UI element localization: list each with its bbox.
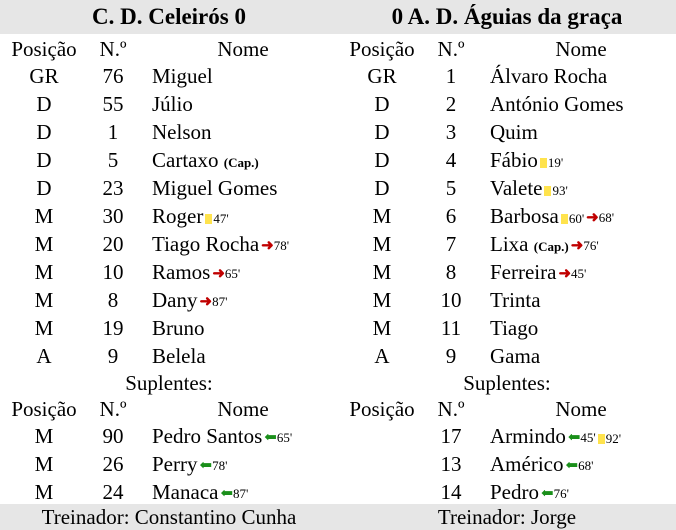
player-name: Fábio [490,148,538,172]
player-name: Valete [490,176,543,200]
player-name-cell [490,342,540,370]
player-position: GR [29,64,59,88]
player-position: M [34,232,54,256]
player-number: 6 [445,204,457,228]
sub-in-minute: 45' [580,430,596,446]
player-position: M [34,424,54,448]
sub-out-arrow-icon: ➜ [261,238,274,255]
yellow-card-minute: 92' [605,430,622,446]
header-name: Nome [555,397,607,421]
player-number: 90 [102,424,124,448]
yellow-card [540,156,563,169]
player-row [338,90,676,118]
sub-in-arrow-icon: ⬅ [567,430,581,447]
away-coach: Treinador: Jorge [437,505,577,529]
player-name: Tiago Rocha [152,232,260,256]
player-row [0,450,338,478]
substitution-out [586,211,614,225]
player-name-cell [490,314,538,342]
sub-in-minute: 65' [276,430,293,446]
column-header-row [0,36,338,62]
player-name-cell [152,230,289,258]
yellow-card-minute: 93' [552,182,568,198]
player-name: Pedro Santos [152,424,263,448]
column-header-row [338,36,676,62]
sub-out-minute: 68' [598,210,615,226]
player-name-cell [152,90,193,118]
substitution-out [261,239,289,253]
sub-out-minute: 87' [212,294,228,310]
player-position: M [372,204,392,228]
column-header-row [338,396,676,422]
home-team-title: C. D. Celeirós 0 [0,0,338,34]
substitution-in [565,459,593,473]
home-coach: Treinador: Constantino Cunha [41,505,297,529]
header-position: Posição [11,397,77,421]
coach-bar [0,504,676,530]
sub-out-minute: 65' [224,266,241,282]
player-row [0,90,338,118]
player-row [338,478,676,506]
sub-out-arrow-icon: ➜ [558,266,572,283]
player-number: 9 [107,344,119,368]
header-number: N.º [99,397,127,421]
player-position: M [372,260,392,284]
header-position: Posição [349,397,415,421]
player-number: 11 [440,316,462,340]
player-position: A [36,344,52,368]
player-name: Roger [152,204,204,228]
player-name-cell [490,230,599,261]
player-row [338,286,676,314]
player-number: 7 [445,232,457,256]
header-name: Nome [217,397,269,421]
player-position: D [36,148,52,172]
player-name-cell [152,342,206,370]
player-row [0,314,338,342]
player-number: 23 [102,176,124,200]
player-row [338,202,676,230]
player-row [338,62,676,90]
header-name: Nome [217,37,269,61]
player-name: António Gomes [490,92,624,116]
yellow-card [205,212,228,225]
player-row [338,174,676,202]
player-position: A [374,344,390,368]
player-name: Armindo [490,424,566,448]
player-name: Dany [152,288,198,312]
player-position: D [374,176,390,200]
player-name-cell [490,258,586,286]
player-row [338,118,676,146]
player-name-cell [490,90,624,118]
player-position: D [374,92,390,116]
player-number: 30 [102,204,124,228]
player-name: Ramos [152,260,211,284]
sub-in-arrow-icon: ⬅ [220,486,234,503]
sub-out-minute: 78' [273,238,290,254]
sub-out-arrow-icon: ➜ [586,210,599,227]
player-number: 1 [445,64,457,88]
substitution-in [200,459,228,473]
player-position: D [36,120,52,144]
player-row [338,314,676,342]
player-position: M [372,316,392,340]
player-row [338,146,676,174]
player-number: 8 [107,288,119,312]
substitution-out [200,295,228,309]
player-position: M [34,480,54,504]
away-team-title: 0 A. D. Águias da graça [338,0,676,34]
sub-out-minute: 45' [571,266,587,282]
player-row [0,62,338,90]
captain-badge: (Cap.) [223,155,259,170]
player-name: Cartaxo [152,148,219,172]
yellow-card-minute: 47' [213,210,229,226]
player-position: D [374,148,390,172]
player-name-cell [490,62,607,90]
sub-in-arrow-icon: ⬅ [199,458,213,475]
player-name: Perry [152,452,198,476]
player-name-cell [152,118,212,146]
player-row [0,146,338,174]
player-name: Miguel [152,64,213,88]
player-name-cell [490,422,621,450]
substitution-in [568,431,596,445]
substitutes-label: Suplentes: [125,371,213,395]
player-position: M [34,204,54,228]
player-position: D [36,92,52,116]
player-number: 20 [102,232,124,256]
player-number: 24 [102,480,124,504]
player-name: Belela [152,344,206,368]
player-name: Gama [490,344,541,368]
player-name: Trinta [490,288,541,312]
player-position: M [34,452,54,476]
sub-out-arrow-icon: ➜ [199,294,213,311]
player-number: 8 [445,260,457,284]
yellow-card-icon [561,214,568,224]
player-name-cell [152,286,227,314]
player-row [338,422,676,450]
yellow-card-icon [544,186,551,196]
player-row [338,258,676,286]
sub-in-minute: 76' [553,486,569,502]
player-row [0,286,338,314]
player-row [338,342,676,370]
header-number: N.º [437,37,465,61]
player-name-cell [152,62,213,90]
player-position: M [372,232,392,256]
player-row [0,258,338,286]
player-name: Barbosa [490,204,559,228]
player-name: Manaca [152,480,219,504]
sub-out-minute: 76' [583,238,599,254]
player-number: 10 [440,288,462,312]
player-number: 3 [445,120,457,144]
yellow-card [598,432,621,445]
substitution-in [220,487,248,501]
player-number: 26 [102,452,124,476]
player-position: M [34,260,54,284]
player-number: 4 [445,148,457,172]
player-name-cell [490,202,614,230]
yellow-card-minute: 60' [568,210,585,226]
yellow-card-icon [598,434,605,444]
substitution-out [558,267,586,281]
player-number: 55 [102,92,124,116]
player-number: 5 [107,148,119,172]
player-name: Ferreira [490,260,557,284]
player-name: Lixa [490,232,529,256]
player-name: Bruno [152,316,205,340]
substitution-in [541,487,569,501]
sub-in-arrow-icon: ⬅ [541,486,554,503]
player-row [0,478,338,506]
player-number: 17 [440,424,462,448]
player-name-cell [152,202,229,230]
player-name-cell [490,286,541,314]
player-name-cell [152,450,227,478]
player-number: 10 [102,260,124,284]
sub-in-minute: 87' [233,486,249,502]
player-name-cell [490,478,569,506]
player-row [0,422,338,450]
column-header-row [0,396,338,422]
header-number: N.º [437,397,465,421]
sub-in-arrow-icon: ⬅ [264,430,277,447]
player-number: 2 [445,92,457,116]
sub-in-minute: 68' [578,458,594,474]
player-name: Miguel Gomes [152,176,278,200]
player-name-cell [490,450,593,478]
player-position: M [34,288,54,312]
player-name: Tiago [490,316,539,340]
player-position: M [372,288,392,312]
header-name: Nome [555,37,607,61]
player-number: 76 [102,64,124,88]
header-position: Posição [349,37,415,61]
player-name: Júlio [152,92,193,116]
player-position: D [36,176,52,200]
player-row [0,174,338,202]
player-number: 13 [440,452,462,476]
player-row [0,118,338,146]
player-name-cell [152,174,277,202]
player-position: GR [367,64,397,88]
yellow-card-minute: 19' [547,154,564,170]
captain-badge: (Cap.) [533,239,569,254]
player-row [338,450,676,478]
player-number: 1 [107,120,119,144]
substitution-out [571,239,599,253]
player-number: 9 [445,344,457,368]
player-name-cell [490,174,568,202]
substitution-out [212,267,240,281]
player-name-cell [490,146,563,174]
player-name: Pedro [490,480,539,504]
substitutes-label: Suplentes: [463,371,551,395]
player-name: Álvaro Rocha [490,64,608,88]
player-row [338,230,676,258]
sub-out-arrow-icon: ➜ [212,266,225,283]
yellow-card [544,184,567,197]
sub-out-arrow-icon: ➜ [570,238,584,255]
player-position: M [34,316,54,340]
player-name: Nelson [152,120,212,144]
home-team-panel [0,0,338,506]
player-name-cell [152,258,240,286]
yellow-card-icon [205,214,212,224]
header-position: Posição [11,37,77,61]
player-position: D [374,120,390,144]
player-row [0,342,338,370]
yellow-card [561,212,584,225]
yellow-card-icon [540,158,547,168]
player-row [0,230,338,258]
player-name-cell [152,314,205,342]
player-name-cell [152,422,292,450]
player-name-cell [490,118,538,146]
away-team-panel [338,0,676,506]
player-name-cell [152,146,259,177]
sub-in-minute: 78' [212,458,228,474]
player-number: 19 [102,316,124,340]
player-row [0,202,338,230]
player-number: 14 [440,480,462,504]
sub-in-arrow-icon: ⬅ [565,458,579,475]
player-name: Américo [490,452,564,476]
substitution-in [264,431,292,445]
player-name: Quim [490,120,538,144]
header-number: N.º [99,37,127,61]
player-name-cell [152,478,248,506]
player-number: 5 [445,176,457,200]
